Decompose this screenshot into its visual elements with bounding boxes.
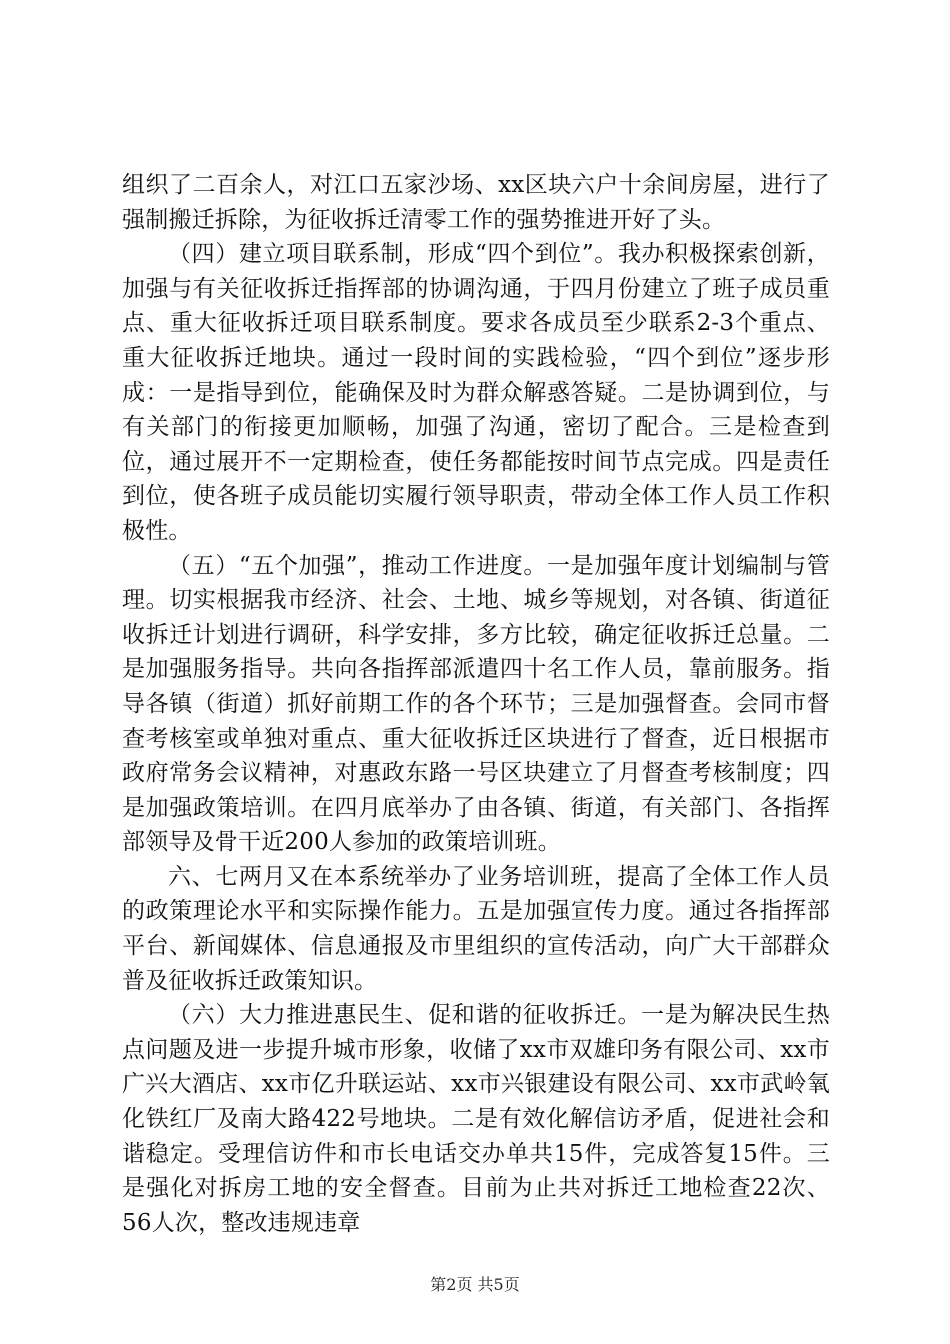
- paragraph-5: （六）大力推进惠民生、促和谐的征收拆迁。一是为解决民生热点问题及进一步提升城市形象，收储了xx市双雄印务有限公司、xx市广兴大酒店、xx市亿升联运站、xx市兴银建设有限公司、xx市武岭氧化铁红厂及南大路422号地块。二是有效化解信访矛盾，促进社会和谐稳定。受理信访件和市长电话交办单共15件，完成答复15件。三是强化对拆房工地的安全督查。目前为止共对拆迁工地检查22次、56人次，整改违规违章: [122, 1002, 830, 1236]
- paragraph-4: 六、七两月又在本系统举办了业务培训班，提高了全体工作人员的政策理论水平和实际操作能力。五是加强宣传力度。通过各指挥部平台、新闻媒体、信息通报及市里组织的宣传活动，向广大干部群众普及征收拆迁政策知识。: [122, 863, 830, 994]
- paragraph-2: （四）建立项目联系制，形成“四个到位”。我办积极探索创新，加强与有关征收拆迁指挥部的协调沟通，于四月份建立了班子成员重点、重大征收拆迁项目联系制度。要求各成员至少联系2-3个重点、重大征收拆迁地块。通过一段时间的实践检验，“四个到位”逐步形成：一是指导到位，能确保及时为群众解惑答疑。二是协调到位，与有关部门的衔接更加顺畅，加强了沟通，密切了配合。三是检查到位，通过展开不一定期检查，使任务都能按时间节点完成。四是责任到位，使各班子成员能切实履行领导职责，带动全体工作人员工作积极性。: [122, 241, 830, 544]
- page-number-footer: 第2页 共5页: [430, 1275, 520, 1294]
- paragraph-3: （五）“五个加强”，推动工作进度。一是加强年度计划编制与管理。切实根据我市经济、社会、土地、城乡等规划，对各镇、街道征收拆迁计划进行调研，科学安排，多方比较，确定征收拆迁总量。二是加强服务指导。共向各指挥部派遣四十名工作人员，靠前服务。指导各镇（街道）抓好前期工作的各个环节；三是加强督查。会同市督查考核室或单独对重点、重大征收拆迁区块进行了督查，近日根据市政府常务会议精神，对惠政东路一号区块建立了月督查考核制度；四是加强政策培训。在四月底举办了由各镇、街道，有关部门、各指挥部领导及骨干近200人参加的政策培训班。: [122, 552, 830, 856]
- document-body: [122, 168, 830, 1240]
- paragraph-1: 组织了二百余人，对江口五家沙场、xx区块六户十余间房屋，进行了强制搬迁拆除，为征收拆迁清零工作的强势推进开好了头。: [122, 172, 830, 233]
